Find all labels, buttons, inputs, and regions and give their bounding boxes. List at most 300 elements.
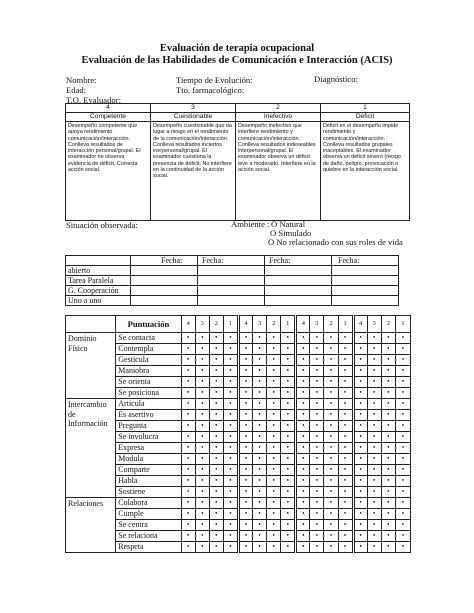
rating-cell[interactable]: •	[181, 542, 195, 553]
rating-cell[interactable]: •	[281, 476, 296, 487]
rating-cell[interactable]: •	[281, 531, 296, 542]
rating-cell[interactable]: •	[181, 377, 195, 388]
rating-cell[interactable]: •	[395, 377, 410, 388]
rating-cell[interactable]: •	[324, 531, 338, 542]
rating-cell[interactable]: •	[281, 487, 296, 498]
rating-cell[interactable]: •	[238, 410, 252, 421]
rating-cell[interactable]: •	[181, 399, 195, 410]
rating-cell[interactable]: •	[223, 498, 238, 509]
rating-cell[interactable]: •	[353, 366, 367, 377]
rating-cell[interactable]: •	[195, 399, 209, 410]
rating-cell[interactable]: •	[381, 410, 395, 421]
rating-cell[interactable]: •	[281, 366, 296, 377]
rating-cell[interactable]: •	[367, 476, 381, 487]
rating-cell[interactable]: •	[223, 454, 238, 465]
rating-cell[interactable]: •	[195, 531, 209, 542]
rating-cell[interactable]: •	[324, 443, 338, 454]
rating-cell[interactable]: •	[367, 410, 381, 421]
rating-cell[interactable]: •	[324, 366, 338, 377]
rating-cell[interactable]: •	[195, 509, 209, 520]
rating-cell[interactable]: •	[367, 421, 381, 432]
rating-cell[interactable]: •	[296, 333, 310, 344]
rating-cell[interactable]: •	[209, 399, 223, 410]
rating-cell[interactable]: •	[310, 377, 324, 388]
rating-cell[interactable]: •	[238, 432, 252, 443]
rating-cell[interactable]: •	[223, 476, 238, 487]
rating-cell[interactable]: •	[238, 333, 252, 344]
rating-cell[interactable]: •	[353, 487, 367, 498]
rating-cell[interactable]: •	[281, 421, 296, 432]
ambiente-natural-option[interactable]: O Natural	[271, 219, 306, 229]
rating-cell[interactable]: •	[367, 465, 381, 476]
rating-cell[interactable]: •	[324, 388, 338, 399]
rating-cell[interactable]: •	[209, 344, 223, 355]
rating-cell[interactable]: •	[353, 509, 367, 520]
rating-cell[interactable]: •	[181, 443, 195, 454]
rating-cell[interactable]: •	[395, 531, 410, 542]
rating-cell[interactable]: •	[338, 377, 353, 388]
rating-cell[interactable]: •	[338, 432, 353, 443]
rating-cell[interactable]: •	[267, 531, 281, 542]
sessions-cell[interactable]	[265, 286, 332, 296]
rating-cell[interactable]: •	[181, 333, 195, 344]
rating-cell[interactable]: •	[209, 377, 223, 388]
rating-cell[interactable]: •	[296, 520, 310, 531]
rating-cell[interactable]: •	[381, 465, 395, 476]
rating-cell[interactable]: •	[195, 454, 209, 465]
rating-cell[interactable]: •	[381, 388, 395, 399]
rating-cell[interactable]: •	[223, 410, 238, 421]
rating-cell[interactable]: •	[324, 476, 338, 487]
rating-cell[interactable]: •	[209, 366, 223, 377]
rating-cell[interactable]: •	[253, 476, 267, 487]
rating-cell[interactable]: •	[209, 520, 223, 531]
rating-cell[interactable]: •	[223, 399, 238, 410]
rating-cell[interactable]: •	[267, 465, 281, 476]
rating-cell[interactable]: •	[310, 487, 324, 498]
rating-cell[interactable]: •	[395, 520, 410, 531]
rating-cell[interactable]: •	[353, 498, 367, 509]
rating-cell[interactable]: •	[267, 399, 281, 410]
rating-cell[interactable]: •	[223, 443, 238, 454]
rating-cell[interactable]: •	[353, 520, 367, 531]
rating-cell[interactable]: •	[310, 366, 324, 377]
rating-cell[interactable]: •	[181, 476, 195, 487]
rating-cell[interactable]: •	[367, 509, 381, 520]
rating-cell[interactable]: •	[367, 454, 381, 465]
rating-cell[interactable]: •	[238, 399, 252, 410]
rating-cell[interactable]: •	[296, 388, 310, 399]
rating-cell[interactable]: •	[181, 355, 195, 366]
rating-cell[interactable]: •	[310, 333, 324, 344]
rating-cell[interactable]: •	[395, 476, 410, 487]
rating-cell[interactable]: •	[367, 355, 381, 366]
rating-cell[interactable]: •	[281, 443, 296, 454]
rating-cell[interactable]: •	[267, 454, 281, 465]
rating-cell[interactable]: •	[367, 443, 381, 454]
rating-cell[interactable]: •	[353, 355, 367, 366]
rating-cell[interactable]: •	[267, 344, 281, 355]
sessions-cell[interactable]	[265, 296, 332, 306]
rating-cell[interactable]: •	[253, 454, 267, 465]
rating-cell[interactable]: •	[381, 531, 395, 542]
rating-cell[interactable]: •	[296, 421, 310, 432]
rating-cell[interactable]: •	[281, 344, 296, 355]
rating-cell[interactable]: •	[209, 476, 223, 487]
rating-cell[interactable]: •	[324, 542, 338, 553]
rating-cell[interactable]: •	[281, 355, 296, 366]
rating-cell[interactable]: •	[310, 443, 324, 454]
rating-cell[interactable]: •	[395, 498, 410, 509]
rating-cell[interactable]: •	[381, 399, 395, 410]
rating-cell[interactable]: •	[395, 388, 410, 399]
rating-cell[interactable]: •	[395, 443, 410, 454]
rating-cell[interactable]: •	[223, 509, 238, 520]
rating-cell[interactable]: •	[281, 377, 296, 388]
rating-cell[interactable]: •	[195, 410, 209, 421]
rating-cell[interactable]: •	[238, 542, 252, 553]
rating-cell[interactable]: •	[238, 454, 252, 465]
rating-cell[interactable]: •	[338, 410, 353, 421]
rating-cell[interactable]: •	[267, 476, 281, 487]
sessions-cell[interactable]	[198, 276, 265, 286]
rating-cell[interactable]: •	[338, 355, 353, 366]
sessions-cell[interactable]	[265, 276, 332, 286]
rating-cell[interactable]: •	[253, 465, 267, 476]
sessions-cell[interactable]	[198, 286, 265, 296]
rating-cell[interactable]: •	[181, 388, 195, 399]
rating-cell[interactable]: •	[310, 476, 324, 487]
rating-cell[interactable]: •	[381, 498, 395, 509]
rating-cell[interactable]: •	[324, 509, 338, 520]
sessions-cell[interactable]	[198, 296, 265, 306]
rating-cell[interactable]: •	[253, 531, 267, 542]
rating-cell[interactable]: •	[353, 465, 367, 476]
fecha-label-4[interactable]: Fecha:	[332, 256, 399, 266]
rating-cell[interactable]: •	[381, 509, 395, 520]
rating-cell[interactable]: •	[238, 498, 252, 509]
rating-cell[interactable]: •	[223, 465, 238, 476]
rating-cell[interactable]: •	[338, 366, 353, 377]
rating-cell[interactable]: •	[381, 421, 395, 432]
rating-cell[interactable]: •	[367, 377, 381, 388]
rating-cell[interactable]: •	[353, 399, 367, 410]
rating-cell[interactable]: •	[353, 377, 367, 388]
rating-cell[interactable]: •	[324, 399, 338, 410]
rating-cell[interactable]: •	[267, 520, 281, 531]
rating-cell[interactable]: •	[296, 344, 310, 355]
rating-cell[interactable]: •	[395, 355, 410, 366]
rating-cell[interactable]: •	[353, 388, 367, 399]
rating-cell[interactable]: •	[281, 542, 296, 553]
rating-cell[interactable]: •	[223, 432, 238, 443]
rating-cell[interactable]: •	[238, 443, 252, 454]
rating-cell[interactable]: •	[395, 410, 410, 421]
rating-cell[interactable]: •	[195, 333, 209, 344]
rating-cell[interactable]: •	[281, 465, 296, 476]
rating-cell[interactable]: •	[267, 366, 281, 377]
rating-cell[interactable]: •	[181, 366, 195, 377]
rating-cell[interactable]: •	[338, 399, 353, 410]
rating-cell[interactable]: •	[267, 542, 281, 553]
rating-cell[interactable]: •	[223, 366, 238, 377]
rating-cell[interactable]: •	[395, 454, 410, 465]
rating-cell[interactable]: •	[296, 542, 310, 553]
rating-cell[interactable]: •	[338, 443, 353, 454]
sessions-cell[interactable]	[131, 286, 198, 296]
rating-cell[interactable]: •	[195, 465, 209, 476]
rating-cell[interactable]: •	[209, 432, 223, 443]
rating-cell[interactable]: •	[367, 531, 381, 542]
rating-cell[interactable]: •	[395, 542, 410, 553]
rating-cell[interactable]: •	[181, 454, 195, 465]
ambiente-simulado-option[interactable]: O Simulado	[270, 228, 312, 238]
rating-cell[interactable]: •	[338, 520, 353, 531]
rating-cell[interactable]: •	[310, 531, 324, 542]
rating-cell[interactable]: •	[195, 476, 209, 487]
rating-cell[interactable]: •	[195, 355, 209, 366]
rating-cell[interactable]: •	[209, 531, 223, 542]
rating-cell[interactable]: •	[238, 520, 252, 531]
rating-cell[interactable]: •	[253, 432, 267, 443]
rating-cell[interactable]: •	[353, 454, 367, 465]
rating-cell[interactable]: •	[195, 344, 209, 355]
rating-cell[interactable]: •	[253, 443, 267, 454]
rating-cell[interactable]: •	[324, 520, 338, 531]
rating-cell[interactable]: •	[281, 399, 296, 410]
rating-cell[interactable]: •	[395, 366, 410, 377]
rating-cell[interactable]: •	[310, 421, 324, 432]
rating-cell[interactable]: •	[324, 454, 338, 465]
rating-cell[interactable]: •	[296, 377, 310, 388]
rating-cell[interactable]: •	[223, 377, 238, 388]
rating-cell[interactable]: •	[267, 487, 281, 498]
rating-cell[interactable]: •	[223, 542, 238, 553]
rating-cell[interactable]: •	[281, 432, 296, 443]
rating-cell[interactable]: •	[281, 410, 296, 421]
rating-cell[interactable]: •	[223, 531, 238, 542]
rating-cell[interactable]: •	[281, 388, 296, 399]
rating-cell[interactable]: •	[238, 531, 252, 542]
rating-cell[interactable]: •	[223, 520, 238, 531]
rating-cell[interactable]: •	[381, 443, 395, 454]
rating-cell[interactable]: •	[253, 421, 267, 432]
rating-cell[interactable]: •	[209, 542, 223, 553]
rating-cell[interactable]: •	[353, 333, 367, 344]
rating-cell[interactable]: •	[324, 355, 338, 366]
rating-cell[interactable]: •	[253, 366, 267, 377]
rating-cell[interactable]: •	[253, 377, 267, 388]
rating-cell[interactable]: •	[181, 509, 195, 520]
rating-cell[interactable]: •	[238, 509, 252, 520]
rating-cell[interactable]: •	[310, 520, 324, 531]
rating-cell[interactable]: •	[296, 443, 310, 454]
rating-cell[interactable]: •	[223, 421, 238, 432]
sessions-cell[interactable]	[332, 286, 399, 296]
rating-cell[interactable]: •	[353, 476, 367, 487]
rating-cell[interactable]: •	[195, 443, 209, 454]
rating-cell[interactable]: •	[395, 333, 410, 344]
rating-cell[interactable]: •	[253, 487, 267, 498]
rating-cell[interactable]: •	[296, 487, 310, 498]
rating-cell[interactable]: •	[310, 399, 324, 410]
rating-cell[interactable]: •	[296, 399, 310, 410]
rating-cell[interactable]: •	[324, 377, 338, 388]
fecha-label-2[interactable]: Fecha:	[198, 256, 265, 266]
rating-cell[interactable]: •	[195, 498, 209, 509]
rating-cell[interactable]: •	[253, 410, 267, 421]
rating-cell[interactable]: •	[353, 432, 367, 443]
rating-cell[interactable]: •	[296, 498, 310, 509]
rating-cell[interactable]: •	[267, 410, 281, 421]
sessions-cell[interactable]	[332, 296, 399, 306]
rating-cell[interactable]: •	[338, 509, 353, 520]
rating-cell[interactable]: •	[324, 465, 338, 476]
rating-cell[interactable]: •	[281, 454, 296, 465]
rating-cell[interactable]: •	[310, 454, 324, 465]
rating-cell[interactable]: •	[209, 421, 223, 432]
rating-cell[interactable]: •	[238, 421, 252, 432]
rating-cell[interactable]: •	[338, 498, 353, 509]
rating-cell[interactable]: •	[223, 333, 238, 344]
rating-cell[interactable]: •	[281, 509, 296, 520]
rating-cell[interactable]: •	[253, 399, 267, 410]
rating-cell[interactable]: •	[181, 520, 195, 531]
rating-cell[interactable]: •	[367, 542, 381, 553]
rating-cell[interactable]: •	[209, 333, 223, 344]
rating-cell[interactable]: •	[338, 531, 353, 542]
rating-cell[interactable]: •	[381, 520, 395, 531]
ambiente-no-relacionado-option[interactable]: O No relacionado con sus roles de vida	[268, 237, 403, 247]
rating-cell[interactable]: •	[181, 487, 195, 498]
rating-cell[interactable]: •	[267, 443, 281, 454]
rating-cell[interactable]: •	[324, 421, 338, 432]
rating-cell[interactable]: •	[209, 465, 223, 476]
rating-cell[interactable]: •	[381, 542, 395, 553]
sessions-cell[interactable]	[265, 266, 332, 276]
rating-cell[interactable]: •	[395, 465, 410, 476]
rating-cell[interactable]: •	[209, 509, 223, 520]
rating-cell[interactable]: •	[296, 454, 310, 465]
rating-cell[interactable]: •	[324, 498, 338, 509]
rating-cell[interactable]: •	[223, 344, 238, 355]
rating-cell[interactable]: •	[267, 432, 281, 443]
rating-cell[interactable]: •	[381, 355, 395, 366]
rating-cell[interactable]: •	[296, 476, 310, 487]
rating-cell[interactable]: •	[338, 542, 353, 553]
sessions-cell[interactable]	[131, 276, 198, 286]
rating-cell[interactable]: •	[338, 421, 353, 432]
rating-cell[interactable]: •	[281, 333, 296, 344]
fecha-label-3[interactable]: Fecha:	[265, 256, 332, 266]
rating-cell[interactable]: •	[209, 355, 223, 366]
rating-cell[interactable]: •	[209, 443, 223, 454]
rating-cell[interactable]: •	[353, 410, 367, 421]
rating-cell[interactable]: •	[267, 498, 281, 509]
rating-cell[interactable]: •	[367, 487, 381, 498]
rating-cell[interactable]: •	[381, 366, 395, 377]
rating-cell[interactable]: •	[381, 377, 395, 388]
rating-cell[interactable]: •	[381, 432, 395, 443]
rating-cell[interactable]: •	[338, 487, 353, 498]
rating-cell[interactable]: •	[267, 421, 281, 432]
rating-cell[interactable]: •	[181, 421, 195, 432]
rating-cell[interactable]: •	[324, 410, 338, 421]
rating-cell[interactable]: •	[195, 388, 209, 399]
rating-cell[interactable]: •	[395, 421, 410, 432]
rating-cell[interactable]: •	[296, 366, 310, 377]
rating-cell[interactable]: •	[238, 366, 252, 377]
rating-cell[interactable]: •	[310, 465, 324, 476]
rating-cell[interactable]: •	[338, 465, 353, 476]
rating-cell[interactable]: •	[181, 410, 195, 421]
rating-cell[interactable]: •	[238, 377, 252, 388]
sessions-cell[interactable]	[332, 276, 399, 286]
rating-cell[interactable]: •	[209, 410, 223, 421]
rating-cell[interactable]: •	[253, 542, 267, 553]
rating-cell[interactable]: •	[324, 344, 338, 355]
rating-cell[interactable]: •	[267, 388, 281, 399]
rating-cell[interactable]: •	[310, 509, 324, 520]
rating-cell[interactable]: •	[395, 399, 410, 410]
rating-cell[interactable]: •	[296, 465, 310, 476]
rating-cell[interactable]: •	[338, 454, 353, 465]
rating-cell[interactable]: •	[395, 344, 410, 355]
rating-cell[interactable]: •	[253, 388, 267, 399]
rating-cell[interactable]: •	[238, 388, 252, 399]
rating-cell[interactable]: •	[267, 509, 281, 520]
rating-cell[interactable]: •	[338, 333, 353, 344]
rating-cell[interactable]: •	[296, 410, 310, 421]
rating-cell[interactable]: •	[353, 421, 367, 432]
rating-cell[interactable]: •	[338, 388, 353, 399]
rating-cell[interactable]: •	[238, 355, 252, 366]
rating-cell[interactable]: •	[367, 366, 381, 377]
rating-cell[interactable]: •	[324, 432, 338, 443]
rating-cell[interactable]: •	[195, 432, 209, 443]
sessions-cell[interactable]	[198, 266, 265, 276]
rating-cell[interactable]: •	[281, 520, 296, 531]
rating-cell[interactable]: •	[310, 344, 324, 355]
rating-cell[interactable]: •	[195, 542, 209, 553]
rating-cell[interactable]: •	[253, 355, 267, 366]
rating-cell[interactable]: •	[223, 388, 238, 399]
rating-cell[interactable]: •	[296, 531, 310, 542]
fecha-label-1[interactable]: Fecha:	[131, 256, 198, 266]
rating-cell[interactable]: •	[324, 487, 338, 498]
rating-cell[interactable]: •	[310, 388, 324, 399]
rating-cell[interactable]: •	[381, 487, 395, 498]
rating-cell[interactable]: •	[367, 498, 381, 509]
rating-cell[interactable]: •	[310, 432, 324, 443]
rating-cell[interactable]: •	[267, 355, 281, 366]
rating-cell[interactable]: •	[353, 542, 367, 553]
rating-cell[interactable]: •	[296, 355, 310, 366]
rating-cell[interactable]: •	[381, 454, 395, 465]
rating-cell[interactable]: •	[395, 509, 410, 520]
rating-cell[interactable]: •	[238, 465, 252, 476]
rating-cell[interactable]: •	[367, 520, 381, 531]
rating-cell[interactable]: •	[267, 333, 281, 344]
rating-cell[interactable]: •	[195, 377, 209, 388]
rating-cell[interactable]: •	[367, 333, 381, 344]
rating-cell[interactable]: •	[195, 487, 209, 498]
rating-cell[interactable]: •	[181, 344, 195, 355]
rating-cell[interactable]: •	[381, 476, 395, 487]
rating-cell[interactable]: •	[195, 366, 209, 377]
rating-cell[interactable]: •	[353, 344, 367, 355]
rating-cell[interactable]: •	[353, 531, 367, 542]
